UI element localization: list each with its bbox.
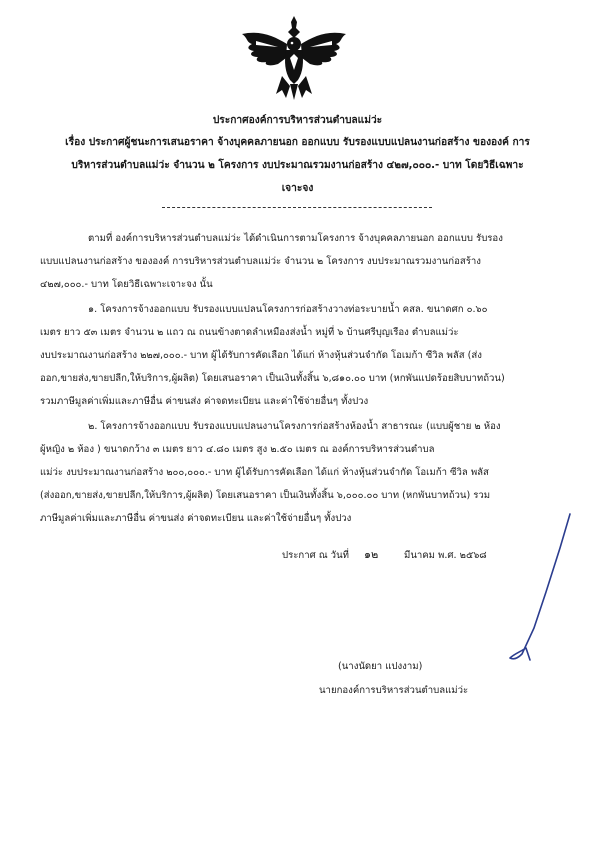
signer-title: นายกองค์การบริหารส่วนตำบลแม่ว่ะ xyxy=(319,685,469,696)
divider xyxy=(162,207,432,208)
subject-line-2: บริหารส่วนตำบลแม่ว่ะ จำนวน ๒ โครงการ งบประมาณรวมงานก่อสร้าง ๔๒๗,๐๐๐.- บาท โดยวิธีเฉพาะ xyxy=(71,160,524,171)
signer-name: (นางนัดยา แปงงาม) xyxy=(338,661,423,672)
signature-mark xyxy=(500,508,580,668)
item1-line-3: งบประมาณงานก่อสร้าง ๒๒๗,๐๐๐.- บาท ผู้ได้รับการคัดเลือก ได้แก่ ห้างหุ้นส่วนจำกัด โอเมก้า ซีวิล พลัส (ส่ง xyxy=(40,350,482,361)
item2-line-1: ๒. โครงการจ้างออกแบบ รับรองแบบแปลนงานโครงการก่อสร้างห้องน้ำ สาธารณะ (แบบผู้ชาย ๒ ห้อง xyxy=(88,421,501,432)
item1-line-5: รวมภาษีมูลค่าเพิ่มและภาษีอื่น ค่าขนส่ง ค่าจดทะเบียน และค่าใช้จ่ายอื่นๆ ทั้งปวง xyxy=(40,396,369,407)
item2-line-5: ภาษีมูลค่าเพิ่มและภาษีอื่น ค่าขนส่ง ค่าจดทะเบียน และค่าใช้จ่ายอื่นๆ ทั้งปวง xyxy=(40,513,352,524)
announce-date-rest: มีนาคม พ.ศ. ๒๕๖๘ xyxy=(404,550,487,561)
item1-line-1: ๑. โครงการจ้างออกแบบ รับรองแบบแปลนโครงการก่อสร้างวางท่อระบายน้ำ คสล. ขนาดศก ๐.๖๐ xyxy=(88,304,488,315)
intro-line-2: แบบแปลนงานก่อสร้าง ขององค์ การบริหารส่วนตำบลแม่ว่ะ จำนวน ๒ โครงการ งบประมาณรวมงานก่อสร้าง xyxy=(40,256,481,267)
item2-line-4: (ส่งออก,ขายส่ง,ขายปลีก,ให้บริการ,ผู้ผลิต) โดยเสนอราคา เป็นเงินทั้งสิ้น ๖,๐๐๐.๐๐ บาท (หกพันบาทถ้วน) รวม xyxy=(40,490,491,501)
announce-date-day: ๑๒ xyxy=(364,548,379,561)
item1-line-2: เมตร ยาว ๕๓ เมตร จำนวน ๒ แถว ณ ถนนข้างตาดลำเหมืองส่งน้ำ หมู่ที่ ๖ บ้านศรีบุญเรือง ตำบลแม่ว่ะ xyxy=(40,327,459,338)
item2-line-3: แม่ว่ะ งบประมาณงานก่อสร้าง ๒๐๐,๐๐๐.- บาท ผู้ได้รับการคัดเลือก ได้แก่ ห้างหุ้นส่วนจำกัด โอเมก้า ซีวิล พลัส xyxy=(40,467,489,478)
intro-line-3: ๔๒๗,๐๐๐.- บาท โดยวิธีเฉพาะเจาะจง นั้น xyxy=(40,279,213,290)
subject-line-3: เจาะจง xyxy=(281,183,314,194)
item2-line-2: ผู้หญิง ๒ ห้อง ) ขนาดกว้าง ๓ เมตร ยาว ๔.๘๐ เมตร สูง ๒.๕๐ เมตร ณ องค์การบริหารส่วนตำบล xyxy=(40,444,435,455)
intro-line-1: ตามที่ องค์การบริหารส่วนตำบลแม่ว่ะ ได้ดำเนินการตามโครงการ จ้างบุคคลภายนอก ออกแบบ รับรอง xyxy=(88,233,503,244)
item1-line-4: ออก,ขายส่ง,ขายปลีก,ให้บริการ,ผู้ผลิต) โดยเสนอราคา เป็นเงินทั้งสิ้น ๖,๘๑๐.๐๐ บาท (หกพันแปดร้อยสิบบาทถ้วน) xyxy=(40,373,505,384)
subject-line-1: เรื่อง ประกาศผู้ชนะการเสนอราคา จ้างบุคคลภายนอก ออกแบบ รับรองแบบแปลนงานก่อสร้าง ขององค์ การ xyxy=(65,137,530,148)
announce-date-prefix: ประกาศ ณ วันที่ xyxy=(282,550,349,561)
page-title: ประกาศองค์การบริหารส่วนตำบลแม่ว่ะ xyxy=(212,115,383,126)
garuda-emblem-icon xyxy=(238,14,350,102)
